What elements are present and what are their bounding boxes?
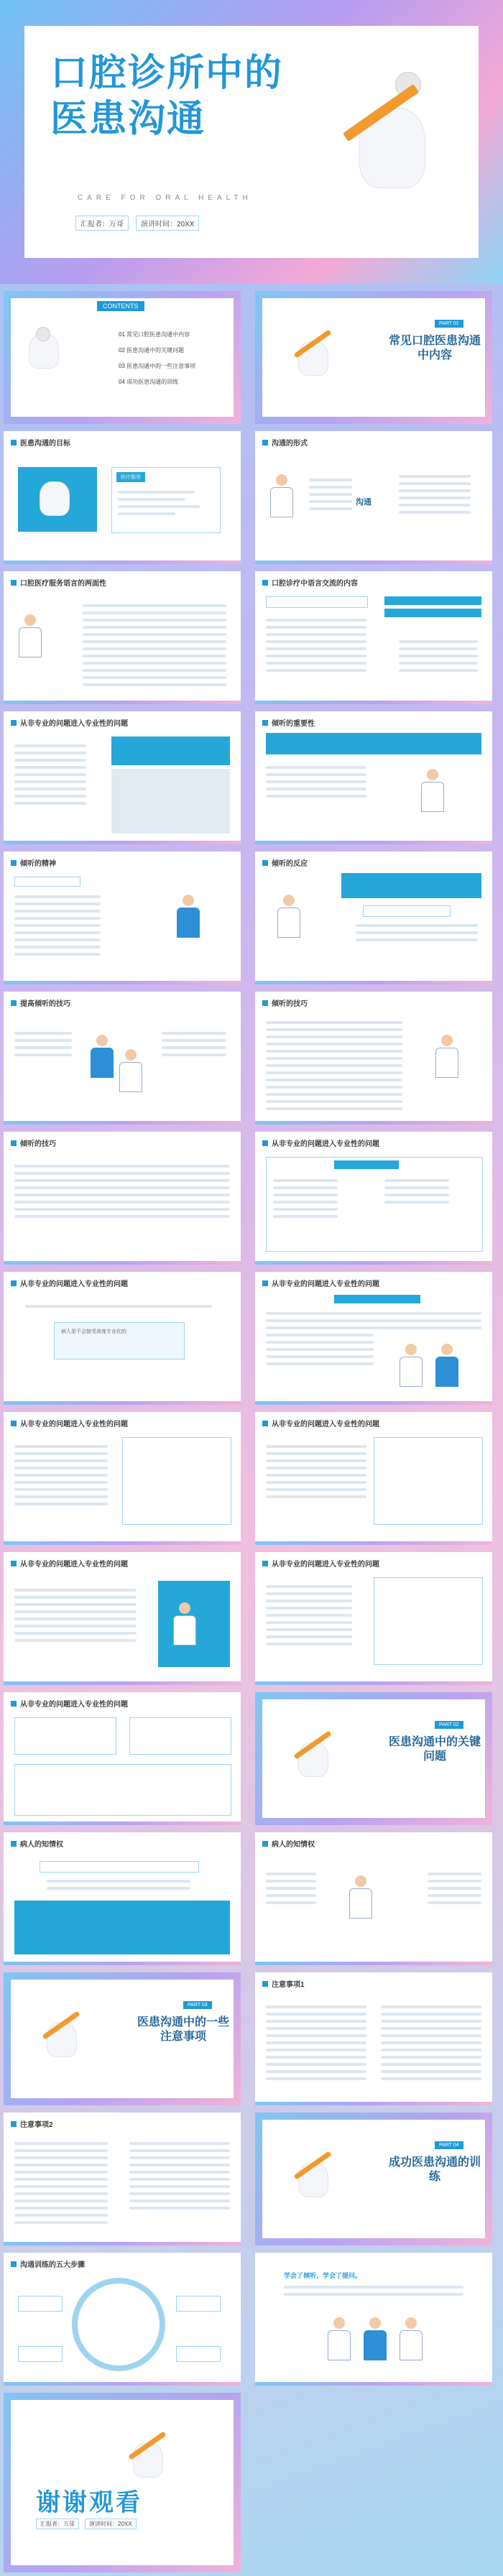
slide-title: 病人的知情权 bbox=[272, 1841, 315, 1849]
slide-five-steps bbox=[4, 2253, 241, 2386]
slide-contents bbox=[4, 291, 241, 424]
slide-header bbox=[11, 997, 70, 1008]
part3-title: 医患沟通中的一些注意事项 bbox=[137, 2016, 229, 2043]
part4-title: 成功医患沟通的训练 bbox=[388, 2156, 481, 2183]
slide-listen-spirit bbox=[4, 851, 241, 984]
slide-header bbox=[11, 577, 106, 588]
slide-title: 从非专业的问题进入专业性的问题 bbox=[272, 1561, 379, 1569]
slide-title: 注意事项1 bbox=[272, 1981, 305, 1989]
cover-subtitle: CARE FOR ORAL HEALTH bbox=[78, 194, 252, 202]
slide-nonpro-3 bbox=[4, 1272, 241, 1405]
comm-center: 沟通 bbox=[356, 498, 372, 507]
slide-nonpro-6 bbox=[255, 1412, 492, 1545]
slide-two-sides bbox=[4, 571, 241, 704]
slide-title: 从非专业的问题进入专业性的问题 bbox=[20, 1561, 128, 1569]
slide-informed-1 bbox=[4, 1832, 241, 1965]
cover-date: 演讲时间：20XX bbox=[136, 216, 199, 231]
slide-title: 倾听的技巧 bbox=[272, 1000, 308, 1008]
patient-figure bbox=[277, 895, 301, 938]
slide-header bbox=[262, 1558, 379, 1569]
cover-title-line2: 医患沟通 bbox=[50, 98, 206, 140]
slide-title: 口腔医疗服务语言的两面性 bbox=[20, 580, 106, 588]
slide-header bbox=[11, 1558, 128, 1569]
slide-title: 从非专业的问题进入专业性的问题 bbox=[272, 1280, 379, 1288]
slide-title: 注意事项2 bbox=[20, 2121, 53, 2129]
slide-part4 bbox=[255, 2113, 492, 2245]
patient-figure bbox=[349, 1875, 373, 1919]
part3-panel bbox=[11, 1980, 234, 2098]
slide-forms bbox=[255, 431, 492, 564]
key-phrase: 病人是不会接受高度专业化的 bbox=[61, 1329, 126, 1334]
slide-listen-reaction bbox=[255, 851, 492, 984]
part1-panel bbox=[262, 298, 485, 417]
slide-header bbox=[262, 437, 308, 448]
doctor-figure bbox=[18, 614, 42, 657]
contents-label: CONTENTS bbox=[97, 301, 144, 311]
nurse-figure bbox=[399, 1344, 423, 1387]
cover-reporter: 汇报者：万哥 bbox=[75, 216, 129, 231]
cover-title bbox=[50, 50, 283, 142]
slide-title: 倾听的精神 bbox=[20, 860, 56, 868]
slide-header bbox=[262, 1978, 305, 1989]
slide-header bbox=[11, 857, 56, 868]
doctor-figure bbox=[172, 1602, 197, 1645]
slide-nonpro-5 bbox=[4, 1412, 241, 1545]
slide-title: 从非专业的问题进入专业性的问题 bbox=[272, 1421, 379, 1428]
slide-header bbox=[262, 997, 308, 1008]
doctor-figure bbox=[90, 1035, 114, 1078]
slide-title: 医患沟通的目标 bbox=[20, 440, 70, 448]
slide-header bbox=[262, 717, 315, 728]
slide-closing bbox=[255, 2253, 492, 2386]
slide-title: 病人的知情权 bbox=[20, 1841, 63, 1849]
patient-figure bbox=[435, 1035, 459, 1078]
slide-title: 从非专业的问题进入专业性的问题 bbox=[20, 1421, 128, 1428]
slide-part3 bbox=[4, 1972, 241, 2105]
slide-header bbox=[11, 1418, 128, 1428]
slide-header bbox=[11, 1698, 128, 1709]
slide-nonpro-7 bbox=[4, 1552, 241, 1685]
part2-tag: PART 02 bbox=[435, 1721, 463, 1729]
slide-nonpro-4 bbox=[255, 1272, 492, 1405]
steps-ring bbox=[72, 2278, 165, 2371]
ending-title: 谢谢观看 bbox=[36, 2489, 142, 2516]
slide-nonpro-9 bbox=[4, 1692, 241, 1825]
slide-part2 bbox=[255, 1692, 492, 1825]
part4-panel bbox=[262, 2120, 485, 2238]
slide-header bbox=[262, 1838, 315, 1849]
child-figure bbox=[119, 1049, 143, 1092]
part1-title: 常见口腔医患沟通中内容 bbox=[388, 335, 481, 361]
slide-header bbox=[11, 437, 70, 448]
contents-item[interactable]: 02 医患沟通中的关键问题 bbox=[119, 347, 185, 354]
slide-nonpro-8 bbox=[255, 1552, 492, 1685]
slide-notes-1 bbox=[255, 1972, 492, 2105]
cover-title-line1: 口腔诊所中的 bbox=[50, 52, 284, 94]
slide-notes-2 bbox=[4, 2113, 241, 2245]
slide-title: 倾听的重要性 bbox=[272, 720, 315, 728]
slide-goal bbox=[4, 431, 241, 564]
doctor-figure bbox=[363, 2317, 387, 2360]
figure-icon bbox=[36, 327, 50, 341]
slide-listen-skills-2 bbox=[4, 1132, 241, 1265]
contents-panel bbox=[11, 298, 234, 417]
slide-title: 口腔诊疗中语言交流的内容 bbox=[272, 580, 358, 588]
contents-item[interactable]: 01 常见口腔医患沟通中内容 bbox=[119, 331, 190, 338]
ending-meta bbox=[36, 2519, 137, 2529]
part3-tag: PART 03 bbox=[183, 2001, 212, 2009]
part1-tag: PART 01 bbox=[435, 320, 463, 328]
part2-title: 医患沟通中的关键问题 bbox=[388, 1736, 481, 1763]
ending-reporter: 汇报者：万哥 bbox=[36, 2519, 79, 2529]
slide-content-types bbox=[255, 571, 492, 704]
slide-nonpro-2 bbox=[255, 1132, 492, 1265]
cover-meta bbox=[75, 216, 199, 231]
dental-photo bbox=[111, 769, 230, 834]
slide-title: 沟通的形式 bbox=[272, 440, 308, 448]
slide-title: 倾听的反应 bbox=[272, 860, 308, 868]
contents-item[interactable]: 03 医患沟通中的一些注意事项 bbox=[119, 363, 196, 369]
doctor-figure bbox=[435, 1344, 459, 1387]
slide-header bbox=[11, 717, 128, 728]
slide-header bbox=[262, 857, 308, 868]
slide-title: 从非专业的问题进入专业性的问题 bbox=[272, 1140, 379, 1148]
slide-header bbox=[11, 2258, 85, 2269]
slide-listen-skills-1 bbox=[255, 992, 492, 1125]
doctor-figure bbox=[420, 769, 445, 812]
closing-line: 学会了倾听，学会了提问。 bbox=[284, 2272, 362, 2279]
doctor-figure bbox=[176, 895, 200, 938]
slide-title: 沟通训练的五大步骤 bbox=[20, 2261, 85, 2269]
slide-header bbox=[11, 1838, 63, 1849]
doctor-figure bbox=[327, 2317, 351, 2360]
slide-informed-2 bbox=[255, 1832, 492, 1965]
slide-header bbox=[262, 1418, 379, 1428]
cover-slide bbox=[0, 0, 503, 284]
slide-header bbox=[262, 1278, 379, 1288]
slide-header bbox=[11, 1278, 128, 1288]
goal-box-label: 医疗服务 bbox=[116, 472, 145, 482]
slide-title: 倾听的技巧 bbox=[20, 1140, 56, 1148]
ending-date: 演讲时间：20XX bbox=[85, 2519, 137, 2529]
slide-header bbox=[262, 577, 358, 588]
slide-header bbox=[11, 2118, 53, 2129]
contents-item[interactable]: 04 成功医患沟通的训练 bbox=[119, 379, 179, 385]
slide-title: 从非专业的问题进入专业性的问题 bbox=[20, 1280, 128, 1288]
slide-title: 提高倾听的技巧 bbox=[20, 1000, 70, 1008]
slide-header bbox=[262, 1137, 379, 1148]
slide-improve-listen bbox=[4, 992, 241, 1125]
slide-nonpro-1 bbox=[4, 711, 241, 844]
slide-title: 从非专业的问题进入专业性的问题 bbox=[20, 720, 128, 728]
tooth-icon bbox=[40, 481, 70, 516]
slide-title: 从非专业的问题进入专业性的问题 bbox=[20, 1701, 128, 1709]
doctor-figure bbox=[269, 474, 294, 517]
slide-part1 bbox=[255, 291, 492, 424]
part4-tag: PART 04 bbox=[435, 2141, 463, 2149]
contents-list bbox=[119, 327, 195, 390]
nurse-figure bbox=[399, 2317, 423, 2360]
goal-box bbox=[111, 467, 221, 533]
slide-listen-importance bbox=[255, 711, 492, 844]
slide-header bbox=[11, 1137, 56, 1148]
part2-panel bbox=[262, 1699, 485, 1818]
